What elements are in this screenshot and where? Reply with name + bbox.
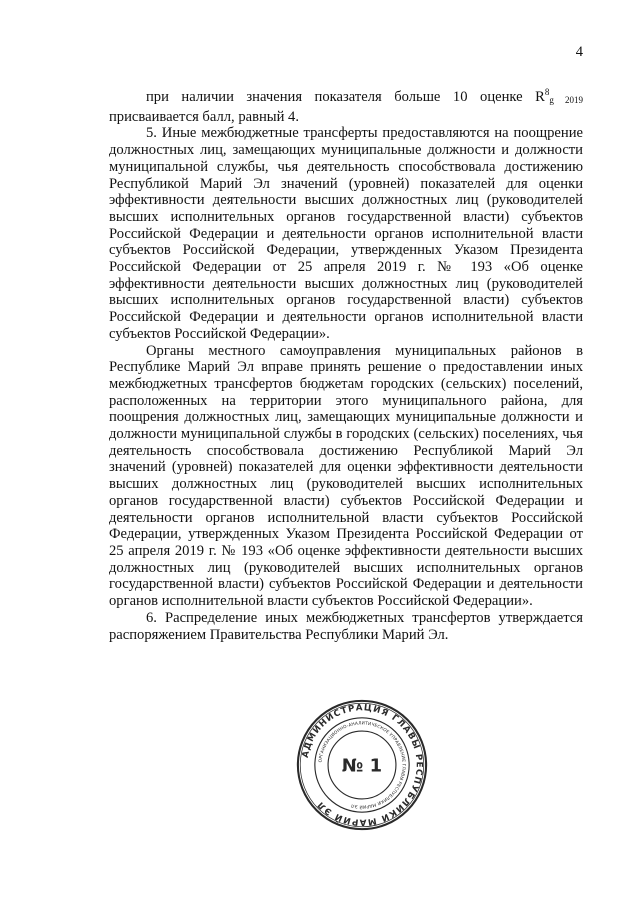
page-number: 4 bbox=[575, 44, 583, 60]
seal-outer-text: АДМИНИСТРАЦИЯ ГЛАВЫ РЕСПУБЛИКИ МАРИЙ ЭЛ bbox=[300, 703, 424, 827]
official-seal bbox=[296, 699, 428, 831]
document-body bbox=[109, 84, 583, 643]
score-variable: $R^8_{g 2019}$ bbox=[535, 87, 584, 105]
paragraph-local-authorities: Органы местного самоуправления муниципальных районов в Республике Марий Эл вправе принять решение о предоставлении иных межбюджетных трансфертов бюджетам городских (сельских) поселений, расположенных на территории этого муниципального района, для поощрения должностных лиц, замещающих муниципальные должности и должности муниципальной службы в городских (сельских) поселениях, чья деятельность способствовала достижению Республикой Марий Эл значений (уровней) показателей для оценки эффективности деятельности высших должностных лиц (руководителей высших исполнительных органов государственной власти) субъектов Российской Федерации и деятельности органов исполнительной власти субъектов Российской Федерации, утвержденных Указом Президента Российской Федерации от 25 апреля 2019 г. № 193 «Об оценке эффективности деятельности высших должностных лиц (руководителей высших исполнительных органов государственной власти) субъектов Российской Федерации и деятельности органов исполнительной власти субъектов Российской Федерации». bbox=[109, 342, 583, 610]
seal-inner-text: ОРГАНИЗАЦИОННО-АНАЛИТИЧЕСКОЕ УПРАВЛЕНИЕ ГЛАВЫ РЕСПУБЛИКИ МАРИЙ ЭЛ bbox=[318, 721, 406, 809]
paragraph-6: 6. Распределение иных межбюджетных трансфертов утверждается распоряжением Правительства Республики Марий Эл. bbox=[109, 609, 583, 643]
paragraph-5: 5. Иные межбюджетные трансферты предоставляются на поощрение должностных лиц, замещающих муниципальные должности и должности муниципальной службы, чья деятельность способствовала достижению Республикой Марий Эл значений (уровней) показателей для оценки эффективности деятельности высших должностных лиц (руководителей высших исполнительных органов государственной власти) субъектов Российской Федерации и деятельности органов исполнительной власти субъектов Российской Федерации, утвержденных Указом Президента Российской Федерации от 25 апреля 2019 г. № 193 «Об оценке эффективности деятельности высших должностных лиц (руководителей высших исполнительных органов государственной власти) субъектов Российской Федерации и деятельности органов исполнительной власти субъектов Российской Федерации». bbox=[109, 125, 583, 342]
seal-number: № 1 bbox=[341, 755, 383, 777]
score-rule-tail: присваивается балл, равный 4. bbox=[109, 108, 300, 125]
paragraph-score-rule bbox=[109, 84, 583, 125]
score-rule-text: при наличии значения показателя больше 10 оценке bbox=[146, 89, 523, 105]
